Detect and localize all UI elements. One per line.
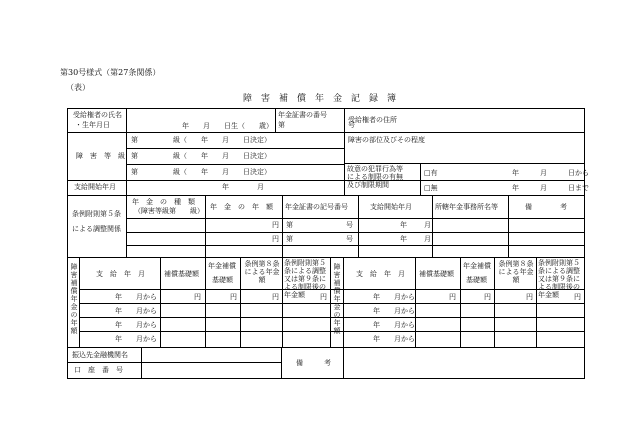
yearly-right-row3-from: 年 月から [373,321,415,329]
pension-type-header: 年 金 の 種 類 [132,198,195,206]
recipient-name-label: 受給権者の氏名 [73,111,122,119]
yearly-left-row4-from: 年 月から [115,335,157,343]
grade-line-2: 第 級（ 年 月 日決定） [131,152,271,160]
birthdate-label: ・生年月日 [75,121,110,129]
yearly-right-row1-base-yen: 円 [449,293,456,301]
disability-grade-label: 障 害 等 級 [76,152,125,160]
restriction-from-date: 年 月 日から [512,169,589,177]
cert-code-header: 年金証書の記号番号 [285,203,348,211]
adjustment-remarks-header: 備 考 [525,203,567,211]
bank-remarks-label: 備 考 [296,359,331,367]
yearly-art8-header-right: 条例第８条による年金額 [498,260,534,284]
yearly-left-row3-from: 年 月から [115,321,157,329]
yearly-base-amount-header-left-2: 基礎額 [212,276,233,284]
yearly-right-row1-adjusted-yen: 円 [574,293,581,301]
annual-amount-header: 年 金 の 年 額 [210,203,273,211]
yearly-right-row1-art8-yen: 円 [526,293,533,301]
payment-start-label: 支給開始年月 [74,183,116,191]
adjust-row2-go: 号 [346,235,353,243]
yearly-left-row1-from: 年 月から [115,293,157,301]
adjust-row1-yen: 円 [272,221,279,229]
yearly-side-label-right: 障害補償年金の年額 [333,263,341,335]
yearly-left-row2-from: 年 月から [115,307,157,315]
yearly-base-header-left: 補償基礎額 [164,270,199,278]
page-title: 障 害 補 償 年 金 記 録 簿 [243,94,397,104]
restriction-label-1: 故意の犯罪行為等 [347,165,403,173]
restriction-until-date: 年 月 日まで [512,184,589,192]
adjust-row1-month: 月 [424,221,431,229]
certificate-number-field: 第 号 [278,121,355,129]
grade-line-3: 第 級（ 年 月 日決定） [131,168,271,176]
yearly-left-row1-baseamt-yen: 円 [230,293,237,301]
restriction-label-2: による制限の有無 [347,173,403,181]
yearly-base-amount-header-right-1: 年金補償 [463,262,491,270]
yearly-left-row1-adjusted-yen: 円 [320,293,327,301]
yearly-right-row2-from: 年 月から [373,307,415,315]
payment-start-field: 年 月 [222,183,264,191]
yearly-adjusted-header-right: 条例附則第５条による調整又は第９条による制限後の年金額 [538,259,580,299]
pension-type-grade: （障害等級第 級） [134,207,204,215]
form-number: 第30号様式（第27条関係） [60,68,161,77]
adjust-row1-dai: 第 [286,221,293,229]
restriction-yes-checkbox[interactable]: □有 [424,169,438,177]
grade-line-1: 第 級（ 年 月 日決定） [131,136,271,144]
adjustment-label-1: 条例附則第５条 [72,210,121,218]
yearly-right-row1-from: 年 月から [373,293,415,301]
form-side-label: （表） [66,83,90,92]
certificate-number-label: 年金証書の番号 [278,111,327,119]
adjustment-label-2: による調整関係 [72,225,121,233]
yearly-left-row1-art8-yen: 円 [272,293,279,301]
adjust-row1-year: 年 [400,221,407,229]
disability-part-label: 障害の部位及びその程度 [348,136,425,144]
restriction-no-checkbox[interactable]: □無 [424,184,438,192]
yearly-base-amount-header-right-2: 基礎額 [466,276,487,284]
yearly-period-header-right: 支 給 年 月 [356,270,405,278]
adjust-row2-dai: 第 [286,235,293,243]
adjust-row2-month: 月 [424,235,431,243]
yearly-art8-header-left: 条例第８条による年金額 [244,260,280,284]
bank-name-label: 振込先金融機関名 [72,351,128,359]
account-number-label: 口 座 番 号 [74,366,123,374]
recipient-address-label: 受給権者の住所 [348,116,397,124]
yearly-right-row4-from: 年 月から [373,335,415,343]
yearly-adjusted-header-left: 条例附則第５条による調整又は第９条による制限後の年金額 [284,259,326,299]
yearly-right-row1-baseamt-yen: 円 [484,293,491,301]
birthdate-field: 年 月 日生（ 歳） [182,122,273,130]
yearly-left-row1-base-yen: 円 [194,293,201,301]
adjust-row2-yen: 円 [272,235,279,243]
yearly-base-header-right: 補償基礎額 [419,270,454,278]
adjust-row2-year: 年 [400,235,407,243]
restriction-label-3: 及び制限期間 [347,181,389,189]
adjust-row1-go: 号 [346,221,353,229]
yearly-period-header-left: 支 給 年 月 [96,270,145,278]
yearly-base-amount-header-left-1: 年金補償 [208,262,236,270]
start-month-header: 支給開始年月 [370,203,412,211]
pension-office-header: 所轄年金事務所名等 [435,203,498,211]
yearly-side-label-left: 障害補償年金の年額 [70,263,78,335]
